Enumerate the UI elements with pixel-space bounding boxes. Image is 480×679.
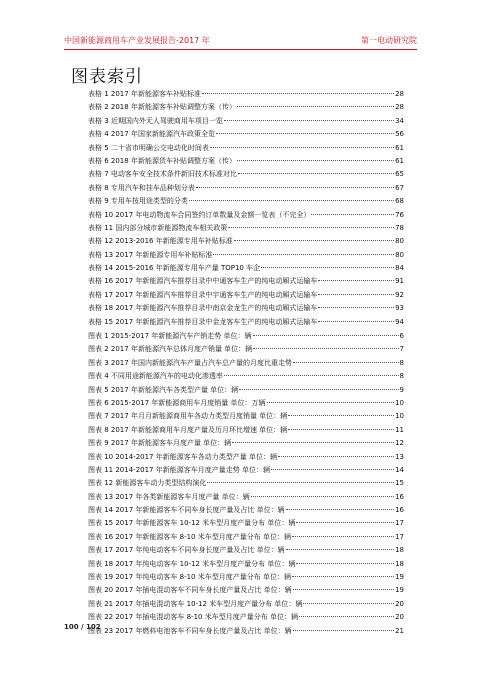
figure-index-entry[interactable]	[88, 357, 404, 370]
dot-leader	[292, 576, 394, 577]
figure-index-entry[interactable]	[88, 531, 404, 544]
figure-index-entry-label: 图表 13 2017 年各类新能源客车月度产量 单位：辆	[88, 492, 250, 501]
figure-index-entry-label: 图表 16 2017 年新能源客车 8-10 米车型月度产量分布 单位：辆	[88, 532, 291, 541]
figure-index-entry-page: 7	[399, 345, 404, 354]
table-index-entry-label: 表格 14 2015-2016 年新能源专用车产量 TOP10 车企	[88, 264, 261, 273]
figure-index-entry-page: 9	[399, 385, 404, 394]
dot-leader	[293, 589, 394, 590]
table-index-entry[interactable]	[88, 142, 404, 155]
figure-index-entry-page: 14	[395, 465, 404, 474]
dot-leader	[224, 120, 394, 121]
figure-index-entry[interactable]	[88, 517, 404, 530]
table-index-entry-label: 表格 18 2017 年新能源汽车推荐目录中南京金龙生产的纯电动厢式运输车	[88, 304, 318, 313]
figure-index-entry-label: 图表 7 2017 年月月新能源商用车各动力类型月度销量 单位：辆	[88, 412, 288, 421]
table-index-entry-label: 表格 5 二十省市明确公交电动化时间表	[88, 143, 209, 152]
figure-index-entry-page: 10	[395, 398, 404, 407]
dot-leader	[216, 133, 394, 134]
figure-index-entry-page: 10	[395, 412, 404, 421]
dot-leader	[288, 415, 394, 416]
figure-index-entry-page: 20	[395, 613, 404, 622]
table-index-entry-page: 68	[395, 197, 404, 206]
figure-index-entry[interactable]	[88, 384, 404, 397]
dot-leader	[286, 549, 394, 550]
table-index-entry-page: 34	[395, 116, 404, 125]
table-index-entry-label: 表格 10 2017 年电动物流车合同签约订单数量及金额一览表（不完全）	[88, 210, 311, 219]
dot-leader	[189, 200, 394, 201]
table-index-entry-label: 表格 9 专用车按用途类型的分类	[88, 197, 188, 206]
table-index-entry-label: 表格 17 2017 年新能源汽车推荐目录中宇通客车生产的纯电动厢式运输车	[88, 290, 318, 299]
dot-leader	[202, 93, 394, 94]
dot-leader	[267, 402, 395, 403]
figure-index-entry[interactable]	[88, 571, 404, 584]
dot-leader	[296, 522, 394, 523]
table-index-entry-page: 91	[395, 277, 404, 286]
figure-index-entry-label: 图表 10 2014-2017 年新能源客车各动力类型产量 单位：辆	[88, 452, 277, 461]
figure-index-entry-page: 17	[395, 532, 404, 541]
figure-index-entry-label: 图表 22 2017 年插电混动客车 8-10 米车型月度产量分布 单位：辆	[88, 613, 298, 622]
page-header	[64, 33, 417, 50]
dot-leader	[286, 509, 394, 510]
table-index-entry-label: 表格 15 2017 年新能源汽车推荐目录中金龙客车生产的纯电动厢式运输车	[88, 317, 318, 326]
figure-index-entry-label: 图表 17 2017 年纯电动客车不同车身长度产量及占比 单位：辆	[88, 546, 285, 555]
figure-index-entry-page: 19	[395, 586, 404, 595]
figure-index-entry-page: 16	[395, 506, 404, 515]
table-index-entry-page: 28	[395, 90, 404, 98]
figure-index-entry[interactable]	[88, 424, 404, 437]
dot-leader	[224, 375, 399, 376]
table-index-entry-page: 56	[395, 130, 404, 139]
dot-leader	[293, 630, 394, 631]
table-index-entry-label: 表格 3 近期国内外无人驾驶商用车项目一览	[88, 116, 223, 125]
table-index-entry[interactable]	[88, 316, 404, 329]
figure-index-entry[interactable]	[88, 410, 404, 423]
page-number: 100 / 102	[64, 623, 101, 631]
figure-index-entry[interactable]	[88, 464, 404, 477]
table-index-entry[interactable]	[88, 101, 404, 114]
figure-index-entry[interactable]	[88, 451, 404, 464]
dot-leader	[210, 147, 394, 148]
table-index-entry-page: 84	[395, 264, 404, 273]
figure-index-entry-page: 19	[395, 573, 404, 582]
figure-index-entry-label: 图表 20 2017 年插电混动客车不同车身长度产量及占比 单位：辆	[88, 586, 292, 595]
table-index-entry[interactable]	[88, 168, 404, 181]
dot-leader	[311, 214, 394, 215]
dot-leader	[239, 389, 398, 390]
table-index-entry[interactable]	[88, 249, 404, 262]
table-index-entry-label: 表格 6 2018 年新能源货车补贴调整方案（传）	[88, 156, 236, 165]
dot-leader	[237, 160, 394, 161]
figure-index-entry-label: 图表 8 2017 年新能源商用车月度产量及历月环比增速 单位：辆	[88, 425, 288, 434]
table-index-entry[interactable]	[88, 115, 404, 128]
dot-leader	[318, 294, 394, 295]
table-index-entry-label: 表格 11 国内部分城市新能源物流车相关政策	[88, 223, 228, 232]
dot-leader	[213, 254, 394, 255]
dot-leader	[251, 496, 394, 497]
figure-index-entry[interactable]	[88, 558, 404, 571]
dot-leader	[207, 482, 394, 483]
figure-index-entry-page: 18	[395, 559, 404, 568]
table-index-entry-page: 61	[395, 143, 404, 152]
table-index-entry-page: 28	[395, 103, 404, 112]
dot-leader	[228, 227, 394, 228]
table-index-entry-label: 表格 1 2017 年新能源客车补贴标准	[88, 90, 201, 98]
table-index-entry-label: 表格 16 2017 年新能源汽车推荐目录中中通客车生产的纯电动厢式运输车	[88, 277, 318, 286]
dot-leader	[253, 348, 398, 349]
figure-index-entry-label: 图表 11 2014-2017 年新能源客车月度产量走势 单位：辆	[88, 465, 270, 474]
tables-index	[88, 88, 404, 329]
dot-leader	[318, 321, 394, 322]
figure-index-entry[interactable]	[88, 625, 404, 638]
table-index-entry[interactable]	[88, 182, 404, 195]
table-index-entry[interactable]	[88, 222, 404, 235]
table-index-entry-label: 表格 4 2017 年国家新能源汽车政策全览	[88, 130, 215, 139]
figure-index-entry[interactable]	[88, 491, 404, 504]
figure-index-entry-label: 图表 23 2017 年燃料电池客车不同车身长度产量及占比 单位：辆	[88, 626, 292, 635]
table-index-entry[interactable]	[88, 209, 404, 222]
figure-index-entry[interactable]	[88, 437, 404, 450]
dot-leader	[278, 456, 394, 457]
figure-index-entry[interactable]	[88, 370, 404, 383]
figure-index-entry[interactable]	[88, 330, 404, 343]
dot-leader	[234, 240, 394, 241]
figure-index-entry-label: 图表 1 2015-2017 年新能源汽车产销走势 单位：辆	[88, 332, 252, 340]
figure-index-entry-label: 图表 3 2017 年国内新能源汽车产量占汽车总产量的月度比重走势	[88, 358, 292, 367]
figure-index-entry-label: 图表 19 2017 年纯电动客车 8-10 米车型月度产量分布 单位：辆	[88, 573, 291, 582]
figure-index-entry[interactable]	[88, 598, 404, 611]
figure-index-entry[interactable]	[88, 611, 404, 624]
figure-index-entry[interactable]	[88, 504, 404, 517]
figure-index-entry-page: 13	[395, 452, 404, 461]
dot-leader	[293, 362, 399, 363]
figure-index-entry-label: 图表 18 2017 年纯电动客车 10-12 米车型月度产量分布 单位：辆	[88, 559, 296, 568]
table-index-entry-page: 65	[395, 170, 404, 179]
table-index-entry-page: 80	[395, 237, 404, 246]
figure-index-entry-page: 18	[395, 546, 404, 555]
dot-leader	[296, 563, 394, 564]
figure-index-entry[interactable]	[88, 477, 404, 490]
page-title: 图表索引	[71, 67, 143, 87]
figure-index-entry-label: 图表 6 2015-2017 年新能源商用车月度销量 单位：万辆	[88, 398, 266, 407]
figure-index-entry[interactable]	[88, 343, 404, 356]
figure-index-entry[interactable]	[88, 397, 404, 410]
table-index-entry-label: 表格 8 专用汽车和挂车品种划分表	[88, 183, 195, 192]
dot-leader	[261, 267, 394, 268]
table-index-entry[interactable]	[88, 88, 404, 101]
dot-leader	[318, 307, 394, 308]
table-index-entry-page: 93	[395, 304, 404, 313]
dot-leader	[237, 106, 394, 107]
figure-index-entry-page: 8	[399, 358, 404, 367]
table-index-entry[interactable]	[88, 128, 404, 141]
table-index-entry[interactable]	[88, 155, 404, 168]
table-index-entry-label: 表格 7 电动客车安全技术条件新旧技术标准对比	[88, 170, 237, 179]
figure-index-entry[interactable]	[88, 584, 404, 597]
figure-index-entry-page: 17	[395, 519, 404, 528]
figure-index-entry-page: 15	[395, 479, 404, 488]
figure-index-entry-label: 图表 9 2017 年新能源客车月度产量 单位：辆	[88, 439, 232, 448]
dot-leader	[271, 469, 394, 470]
figure-index-entry-page: 8	[399, 372, 404, 381]
dot-leader	[288, 429, 394, 430]
table-index-entry-label: 表格 12 2013-2016 年新能源专用车补贴标准	[88, 237, 233, 246]
dot-leader	[238, 173, 394, 174]
figure-index-entry-label: 图表 15 2017 年新能源客车 10-12 米车型月度产量分布 单位：辆	[88, 519, 296, 528]
figure-index-entry-label: 图表 14 2017 年新能源客车不同车身长度产量及占比 单位：辆	[88, 506, 285, 515]
figures-index	[88, 330, 404, 638]
table-index-entry[interactable]	[88, 195, 404, 208]
table-index-entry-page: 67	[395, 183, 404, 192]
figure-index-entry[interactable]	[88, 544, 404, 557]
table-index-entry[interactable]	[88, 289, 404, 302]
table-index-entry-page: 78	[395, 223, 404, 232]
table-index-entry-page: 76	[395, 210, 404, 219]
header-report-title: 中国新能源商用车产业发展报告-2017 年	[64, 36, 210, 45]
figure-index-entry-label: 图表 21 2017 年插电混动客车 10-12 米车型月度产量分布 单位：辆	[88, 599, 303, 608]
figure-index-entry-page: 12	[395, 439, 404, 448]
table-index-entry-page: 61	[395, 156, 404, 165]
table-index-entry-page: 80	[395, 250, 404, 259]
table-index-entry[interactable]	[88, 302, 404, 315]
figure-index-entry-page: 21	[395, 626, 404, 635]
table-index-entry[interactable]	[88, 275, 404, 288]
header-publisher: 第一电动研究院	[361, 36, 417, 45]
table-index-entry[interactable]	[88, 262, 404, 275]
figure-index-entry-page: 16	[395, 492, 404, 501]
table-index-entry-label: 表格 2 2018 年新能源客车补贴调整方案（传）	[88, 103, 236, 112]
figure-index-entry-label: 图表 2 2017 年新能源汽车总体月度产销量 单位：辆	[88, 345, 253, 354]
dot-leader	[299, 616, 394, 617]
table-index-entry-page: 92	[395, 290, 404, 299]
dot-leader	[292, 536, 394, 537]
figure-index-entry-label: 图表 12 新能源客车动力类型结构演化	[88, 479, 207, 488]
dot-leader	[318, 280, 394, 281]
figure-index-entry-page: 20	[395, 599, 404, 608]
dot-leader	[253, 335, 399, 336]
figure-index-entry-label: 图表 4 不同用途新能源汽车的电动化渗透率	[88, 372, 223, 381]
table-index-entry[interactable]	[88, 235, 404, 248]
figure-index-entry-label: 图表 5 2017 年新能源汽车各类型产量 单位：辆	[88, 385, 239, 394]
dot-leader	[196, 187, 394, 188]
figure-index-entry-page: 6	[399, 332, 404, 340]
table-index-entry-page: 94	[395, 317, 404, 326]
dot-leader	[232, 442, 394, 443]
figure-index-entry-page: 11	[395, 425, 404, 434]
dot-leader	[303, 603, 394, 604]
table-index-entry-label: 表格 13 2017 年新能源专用车补贴标准	[88, 250, 213, 259]
